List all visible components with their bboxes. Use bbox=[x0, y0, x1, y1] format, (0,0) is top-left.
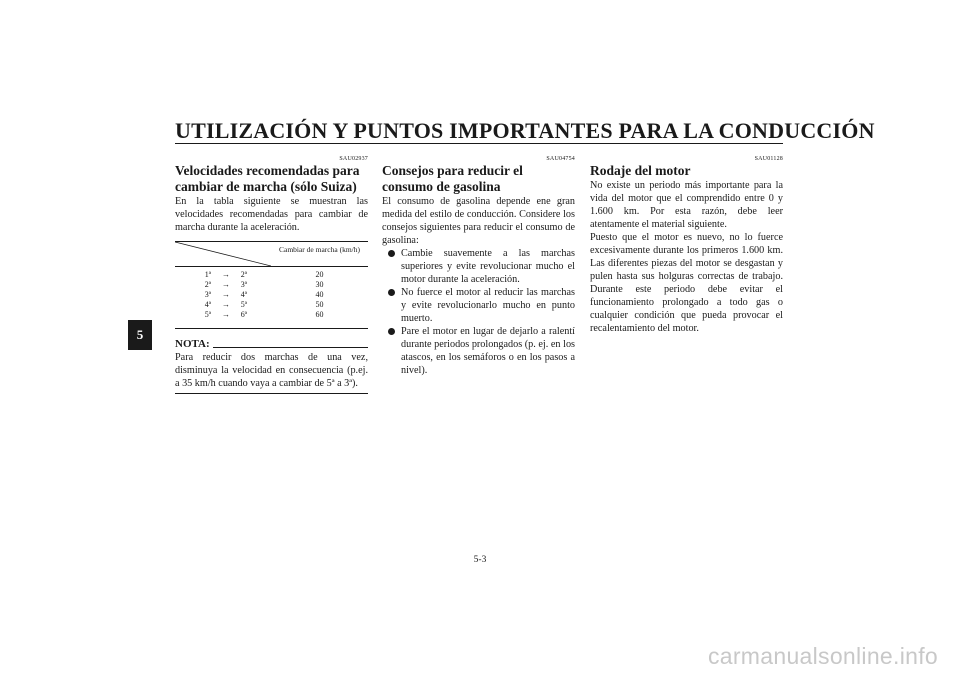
list-item bbox=[382, 325, 575, 377]
fuel-tips-intro: El consumo de gasolina depende ene gran medida del estilo de conducción. Considere los consejos siguientes para reducir el consumo de gasolina: bbox=[382, 196, 575, 246]
gear-to: 5ª bbox=[240, 300, 247, 309]
gear-from: 2ª bbox=[204, 280, 211, 289]
title-underline bbox=[175, 143, 783, 144]
note-label: NOTA: bbox=[175, 338, 210, 350]
shift-speed-value: 40 bbox=[315, 290, 324, 299]
list-item-text: Pare el motor en lugar de dejarlo a ralentí durante periodos prolongados (p. ej. en los atascos, en los semáforos o en los pasos a nivel). bbox=[401, 326, 575, 376]
page-title: UTILIZACIÓN Y PUNTOS IMPORTANTES PARA LA CONDUCCIÓN bbox=[175, 118, 875, 143]
shift-speed-value: 60 bbox=[315, 310, 324, 319]
arrow-right-icon: → bbox=[222, 280, 230, 289]
gear-from: 4ª bbox=[204, 300, 211, 309]
bullet-icon bbox=[388, 289, 395, 296]
break-in-paragraph-1: No existe un periodo más importante para la vida del motor que el comprendido entre 0 y 1.600 km. Por esta razón, debe leer atentamente el material siguiente. bbox=[590, 180, 783, 230]
section-heading-fuel-tips: Consejos para reducir el consumo de gasolina bbox=[382, 163, 523, 194]
gear-to: 2ª bbox=[240, 270, 247, 279]
table-row bbox=[175, 290, 368, 300]
section-heading-shift-speeds: Velocidades recomendadas para cambiar de marcha (sólo Suiza) bbox=[175, 163, 360, 194]
arrow-right-icon: → bbox=[222, 300, 230, 309]
note-top-rule bbox=[213, 347, 368, 348]
gear-from: 1ª bbox=[204, 270, 211, 279]
gear-to: 6ª bbox=[240, 310, 247, 319]
table-row bbox=[175, 310, 368, 320]
gear-from: 3ª bbox=[204, 290, 211, 299]
chapter-tab: 5 bbox=[128, 320, 152, 350]
list-item bbox=[382, 286, 575, 325]
note-box bbox=[175, 338, 368, 394]
shift-speeds-intro: En la tabla siguiente se muestran las velocidades recomendadas para cambiar de marcha durante la aceleración. bbox=[175, 196, 368, 233]
arrow-right-icon: → bbox=[222, 310, 230, 319]
shift-speed-table bbox=[175, 241, 368, 329]
watermark: carmanualsonline.info bbox=[707, 643, 938, 669]
table-row bbox=[175, 300, 368, 310]
section-heading-break-in: Rodaje del motor bbox=[590, 163, 691, 178]
page-number: 5-3 bbox=[473, 555, 487, 565]
section-code: SAU02937 bbox=[339, 156, 368, 162]
left-column bbox=[175, 155, 368, 394]
break-in-paragraph-2: Puesto que el motor es nuevo, no lo fuerce excesivamente durante los primeros 1.600 km. Las diferentes piezas del motor se desgastan y pulen hasta sus holguras correctas de trabajo. Durante este periodo debe evitar el funcionamiento prolongado a todo gas o cualquier condición que pueda provocar el recalentamiento del motor. bbox=[590, 232, 783, 334]
note-text: Para reducir dos marchas de una vez, disminuya la velocidad en consecuencia (p.ej. a 35 km/h cuando vaya a cambiar de 5ª a 3ª). bbox=[175, 352, 368, 389]
section-code: SAU04754 bbox=[546, 156, 575, 162]
shift-speed-value: 30 bbox=[315, 280, 324, 289]
note-bottom-rule bbox=[175, 393, 368, 394]
bullet-icon bbox=[388, 250, 395, 257]
right-column bbox=[590, 155, 783, 335]
gear-from: 5ª bbox=[204, 310, 211, 319]
table-row bbox=[175, 280, 368, 290]
arrow-right-icon: → bbox=[222, 290, 230, 299]
table-header-rule bbox=[175, 266, 368, 267]
gear-to: 3ª bbox=[240, 280, 247, 289]
shift-speed-value: 20 bbox=[315, 270, 324, 279]
list-item-text: No fuerce el motor al reducir las marchas y evite revolucionarlo mucho en punto muerto. bbox=[401, 287, 575, 324]
middle-column bbox=[382, 155, 575, 377]
list-item-text: Cambie suavemente a las marchas superiores y evite revolucionar mucho el motor durante la aceleración. bbox=[401, 248, 575, 285]
section-code: SAU01128 bbox=[754, 156, 783, 162]
list-item bbox=[382, 247, 575, 286]
table-diagonal-line bbox=[175, 242, 271, 266]
gear-to: 4ª bbox=[240, 290, 247, 299]
table-row bbox=[175, 270, 368, 280]
bullet-icon bbox=[388, 328, 395, 335]
shift-speed-value: 50 bbox=[315, 300, 324, 309]
arrow-right-icon: → bbox=[222, 270, 230, 279]
table-header: Cambiar de marcha (km/h) bbox=[278, 245, 360, 254]
fuel-tips-list bbox=[382, 247, 575, 377]
